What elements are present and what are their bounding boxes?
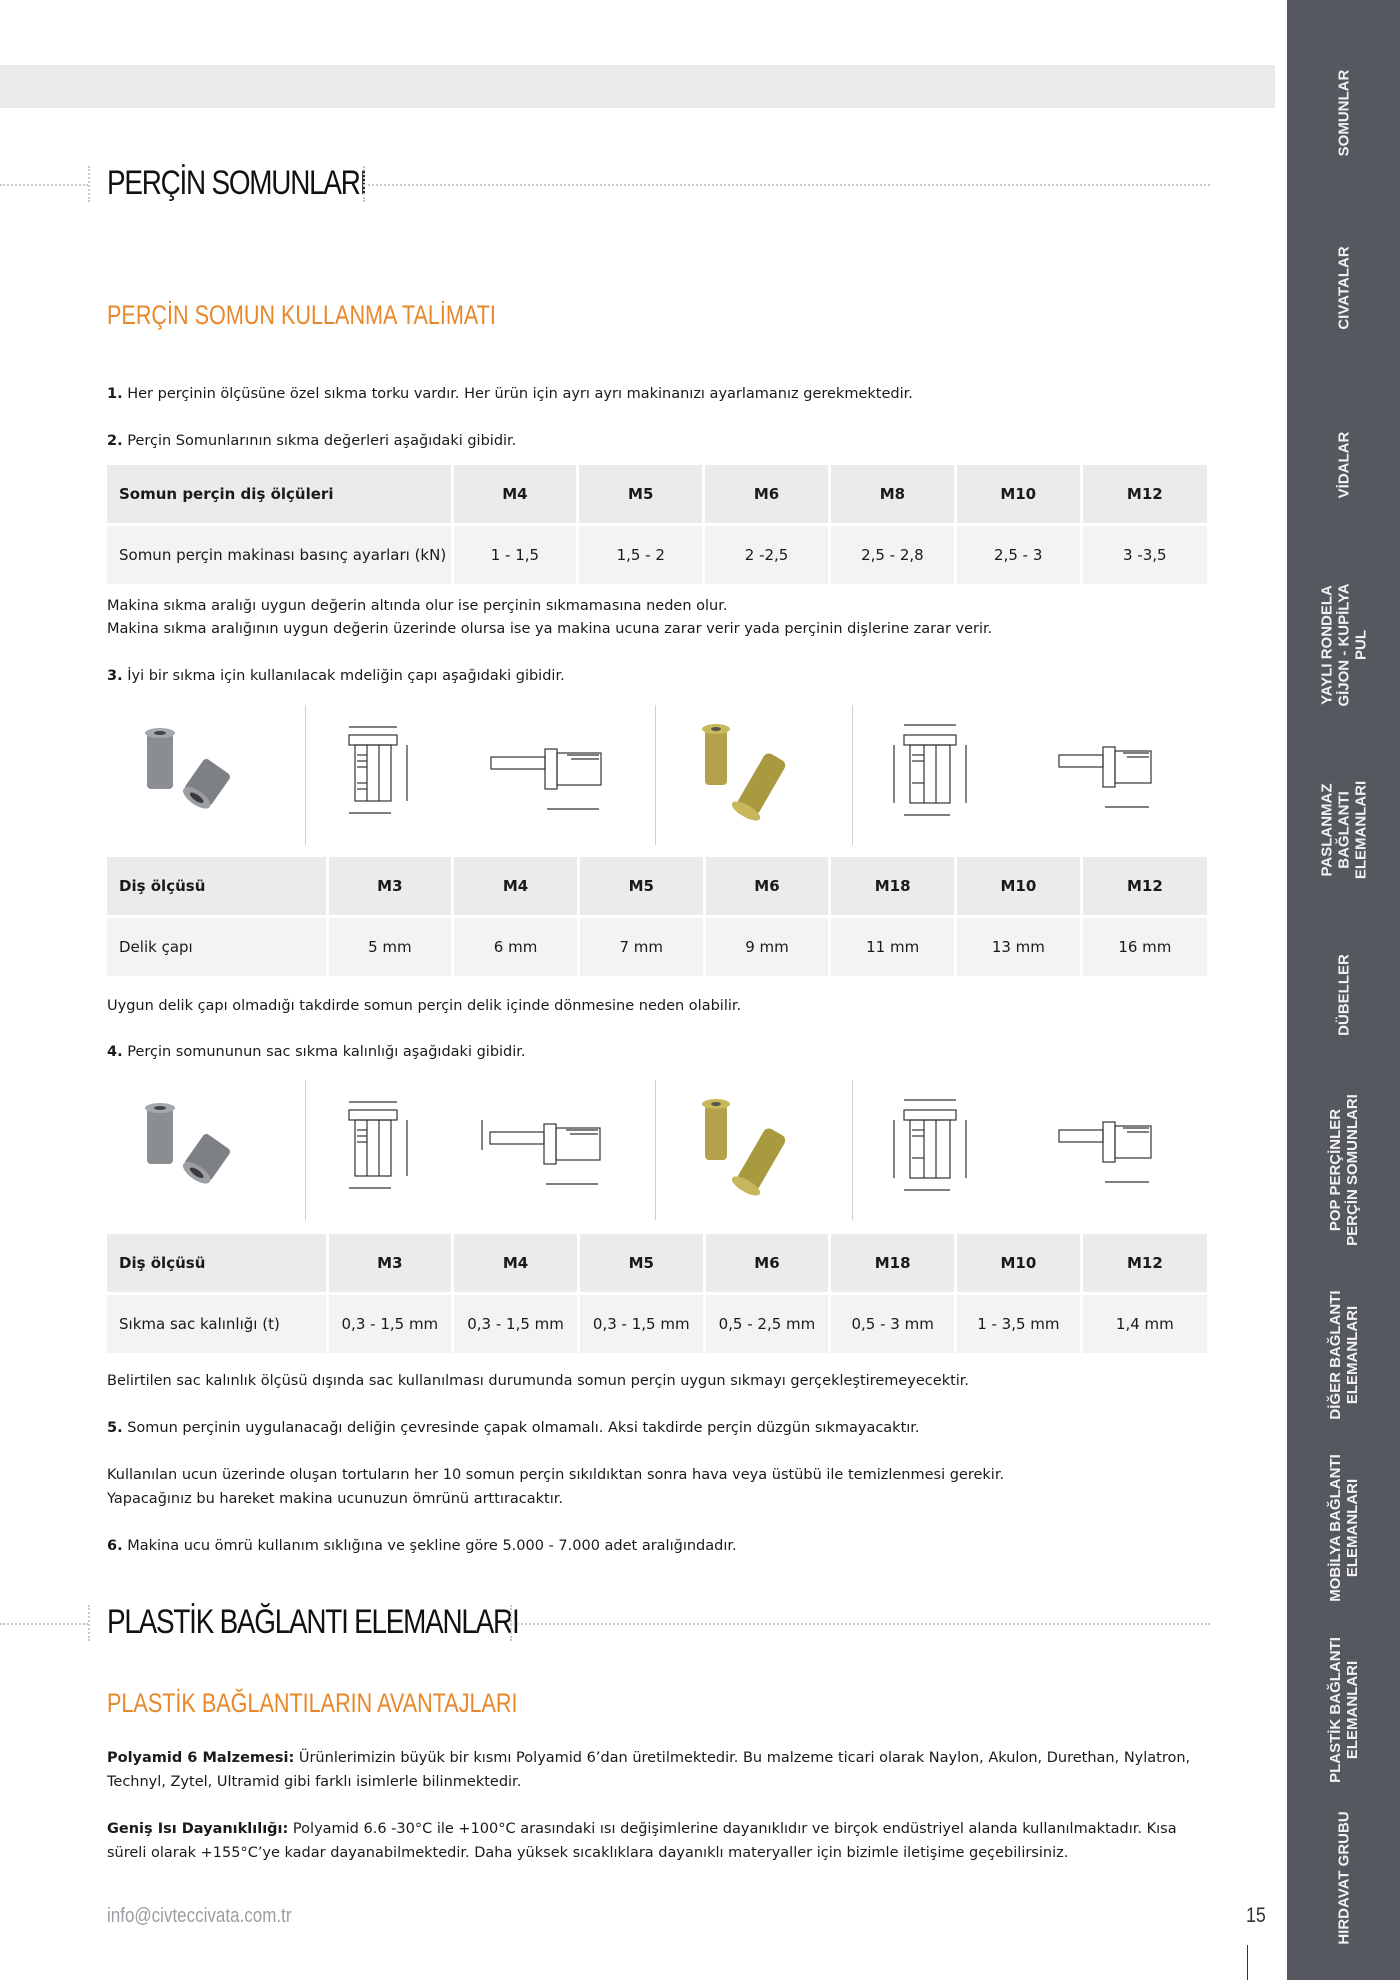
table-cell: M4 [452,465,578,525]
table-cell: M8 [829,465,955,525]
table-cell: 0,3 - 1,5 mm [578,1294,704,1354]
table-cell: 0,3 - 1,5 mm [453,1294,579,1354]
table-cell: 0,3 - 1,5 mm [327,1294,453,1354]
table-cell: 11 mm [830,917,956,977]
section-title-percin-somunlari [0,164,1210,204]
table-cell: M10 [956,1234,1082,1294]
table-cell: 13 mm [956,917,1082,977]
paragraph-isi-dayanikliligi: Geniş Isı Dayanıklılığı: Polyamid 6.6 -30°C ile +100°C arasındaki ısı değişimlerine dayanıklıdır ve birçok endüstriyel alanda kullanılmaktadır. Kısa süreli olarak +155°C’ye kadar dayanabilmektedir. Daha yüksek sıcaklıklara dayanıklı materyaller için bizimle iletişime geçebilirsiniz. [107,1821,1177,1861]
page-number: 15 [1246,1904,1266,1927]
table-cell: M3 [327,857,453,917]
table-cell: 1 - 1,5 [452,525,578,585]
note-1a: Makina sıkma aralığı uygun değerin altında olur ise perçinin sıkmamasına neden olur. [107,598,728,614]
table-cell: 5 mm [327,917,453,977]
table-cell: 2,5 - 3 [955,525,1081,585]
subtitle-kullanma-talimati: PERÇİN SOMUN KULLANMA TALİMATI [107,300,496,330]
table-cell: M6 [704,465,830,525]
note-4b: Yapacağınız bu hareket makina ucunuzun ömrünü arttıracaktır. [107,1491,563,1507]
table-cell: M3 [327,1234,453,1294]
table-cell: M12 [1081,857,1207,917]
sidebar-item-vidalar[interactable]: VİDALAR [1335,431,1352,499]
footer-email-link[interactable]: info@civteccivata.com.tr [107,1905,292,1927]
table-header-row [107,857,1207,917]
instruction-4: 4. Perçin somununun sac sıkma kalınlığı aşağıdaki gibidir. [107,1044,526,1060]
instruction-3: 3. İyi bir sıkma için kullanılacak mdeliğin çapı aşağıdaki gibidir. [107,668,565,684]
table-row [107,917,1207,977]
table-cell: Delik çapı [107,917,327,977]
sheet-thickness-table [107,1234,1207,1353]
table-cell: Sıkma sac kalınlığı (t) [107,1294,327,1354]
sidebar-item-civatalar[interactable]: CIVATALAR [1335,245,1352,330]
table-cell: Somun perçin makinası basınç ayarları (kN) [107,525,452,585]
table-cell: 7 mm [578,917,704,977]
rivet-nut-photo-icon [137,1080,257,1220]
page-divider [1247,1945,1248,1980]
table-cell: M6 [704,857,830,917]
sidebar-item-plastik[interactable]: PLASTİK BAĞLANTI ELEMANLARI [1326,1637,1361,1783]
note-3: Belirtilen sac kalınlık ölçüsü dışında sac kullanılması durumunda somun perçin uygun sıkmayı gerçekleştiremeyecektir. [107,1373,970,1389]
table-cell: 2,5 - 2,8 [829,525,955,585]
table-cell: 6 mm [453,917,579,977]
table-cell: 2 -2,5 [704,525,830,585]
table-cell: M10 [956,857,1082,917]
sidebar-item-pop-percinler[interactable]: POP PERÇİNLER PERÇİN SOMUNLARI [1326,1094,1361,1246]
note-4a: Kullanılan ucun üzerinde oluşan tortuların her 10 somun perçin sıkıldıktan sonra hava veya üstübü ile temizlenmesi gerekir. [107,1467,1005,1483]
rivet-nut-photo-closed-icon [687,705,807,845]
rivet-nut-drawing-side-icon [462,1080,637,1220]
rivet-nut-photo-icon [137,705,257,845]
instruction-5: 5. Somun perçinin uygulanacağı deliğin çevresinde çapak olmamalı. Aksi takdirde perçin düzgün sıkmayacaktır. [107,1420,920,1436]
rivet-nut-drawing-front-2-icon [882,1080,982,1220]
sidebar-item-hirdavat[interactable]: HIRDAVAT GRUBU [1335,1810,1352,1945]
sidebar-item-yayli-rondela[interactable]: YAYLI RONDELA GİJON - KUPİLYA PUL [1318,583,1369,707]
table-cell: 0,5 - 2,5 mm [704,1294,830,1354]
table-row [107,1294,1207,1354]
table-cell: 1,4 mm [1081,1294,1207,1354]
table-cell: M6 [704,1234,830,1294]
table-cell: M12 [1081,465,1207,525]
sidebar-item-dubeller[interactable]: DÜBELLER [1335,954,1352,1036]
instruction-1: 1. Her perçinin ölçüsüne özel sıkma torku vardır. Her ürün için ayrı ayrı makinanızı ayarlamanız gerekmektedir. [107,386,913,402]
table-cell: 3 -3,5 [1081,525,1207,585]
instruction-6: 6. Makina ucu ömrü kullanım sıklığına ve şekline göre 5.000 - 7.000 adet aralığındadır. [107,1538,737,1554]
table-cell: 0,5 - 3 mm [830,1294,956,1354]
note-1b: Makina sıkma aralığının uygun değerin üzerinde olursa ise ya makina ucuna zarar verir yada perçinin dişlerine zarar verir. [107,621,993,637]
table-cell: M4 [453,1234,579,1294]
note-2: Uygun delik çapı olmadığı takdirde somun perçin delik içinde dönmesine neden olabilir. [107,998,742,1014]
rivet-nut-drawing-front-icon [327,1080,437,1220]
table-cell: M12 [1081,1234,1207,1294]
sidebar-item-diger-baglanti[interactable]: DİĞER BAĞLANTI ELEMANLARI [1326,1290,1361,1420]
rivet-nut-images-row-1 [107,705,1207,845]
table-cell: 9 mm [704,917,830,977]
rivet-nut-photo-closed-icon [687,1080,807,1220]
table-cell: M4 [453,857,579,917]
table-cell: 1 - 3,5 mm [956,1294,1082,1354]
rivet-nut-drawing-side-icon [487,705,637,845]
table-cell: M5 [578,465,704,525]
table-cell: M18 [830,857,956,917]
header-band [0,65,1275,108]
rivet-nut-drawing-side-2-icon [1057,705,1177,845]
page-title: PERÇİN SOMUNLARI [107,164,367,202]
section-heading: PLASTİK BAĞLANTI ELEMANLARI [107,1603,519,1641]
sidebar-item-paslanmaz[interactable]: PASLANMAZ BAĞLANTI ELEMANLARI [1318,780,1369,880]
instruction-2: 2. Perçin Somunlarının sıkma değerleri aşağıdaki gibidir. [107,433,517,449]
rivet-nut-images-row-2 [107,1080,1207,1220]
table-cell: M18 [830,1234,956,1294]
section-title-plastik [0,1603,1210,1643]
hole-diameter-table [107,857,1207,976]
table-cell: M5 [578,1234,704,1294]
table-cell: Diş ölçüsü [107,1234,327,1294]
paragraph-polyamid: Polyamid 6 Malzemesi: Ürünlerimizin büyük bir kısmı Polyamid 6’dan üretilmektedir. Bu malzeme ticari olarak Naylon, Akulon, Durethan, Nylatron, Technyl, Zytel, Ultramid gibi farklı isimlerle bilinmektedir. [107,1750,1191,1790]
sidebar-item-mobilya[interactable]: MOBİLYA BAĞLANTI ELEMANLARI [1326,1453,1361,1602]
rivet-nut-drawing-front-icon [327,705,437,845]
table-row [107,525,1207,585]
torque-table [107,465,1207,584]
table-cell: M10 [955,465,1081,525]
table-header-row [107,1234,1207,1294]
table-cell: Somun perçin diş ölçüleri [107,465,452,525]
table-cell: 16 mm [1081,917,1207,977]
table-header-row [107,465,1207,525]
rivet-nut-drawing-side-2-icon [1057,1080,1177,1220]
sidebar-item-somunlar[interactable]: SOMUNLAR [1335,69,1352,156]
subtitle-avantajlar: PLASTİK BAĞLANTILARIN AVANTAJLARI [107,1688,518,1718]
table-cell: 1,5 - 2 [578,525,704,585]
rivet-nut-drawing-front-2-icon [882,705,982,845]
category-sidebar [1287,0,1400,1980]
table-cell: Diş ölçüsü [107,857,327,917]
table-cell: M5 [578,857,704,917]
